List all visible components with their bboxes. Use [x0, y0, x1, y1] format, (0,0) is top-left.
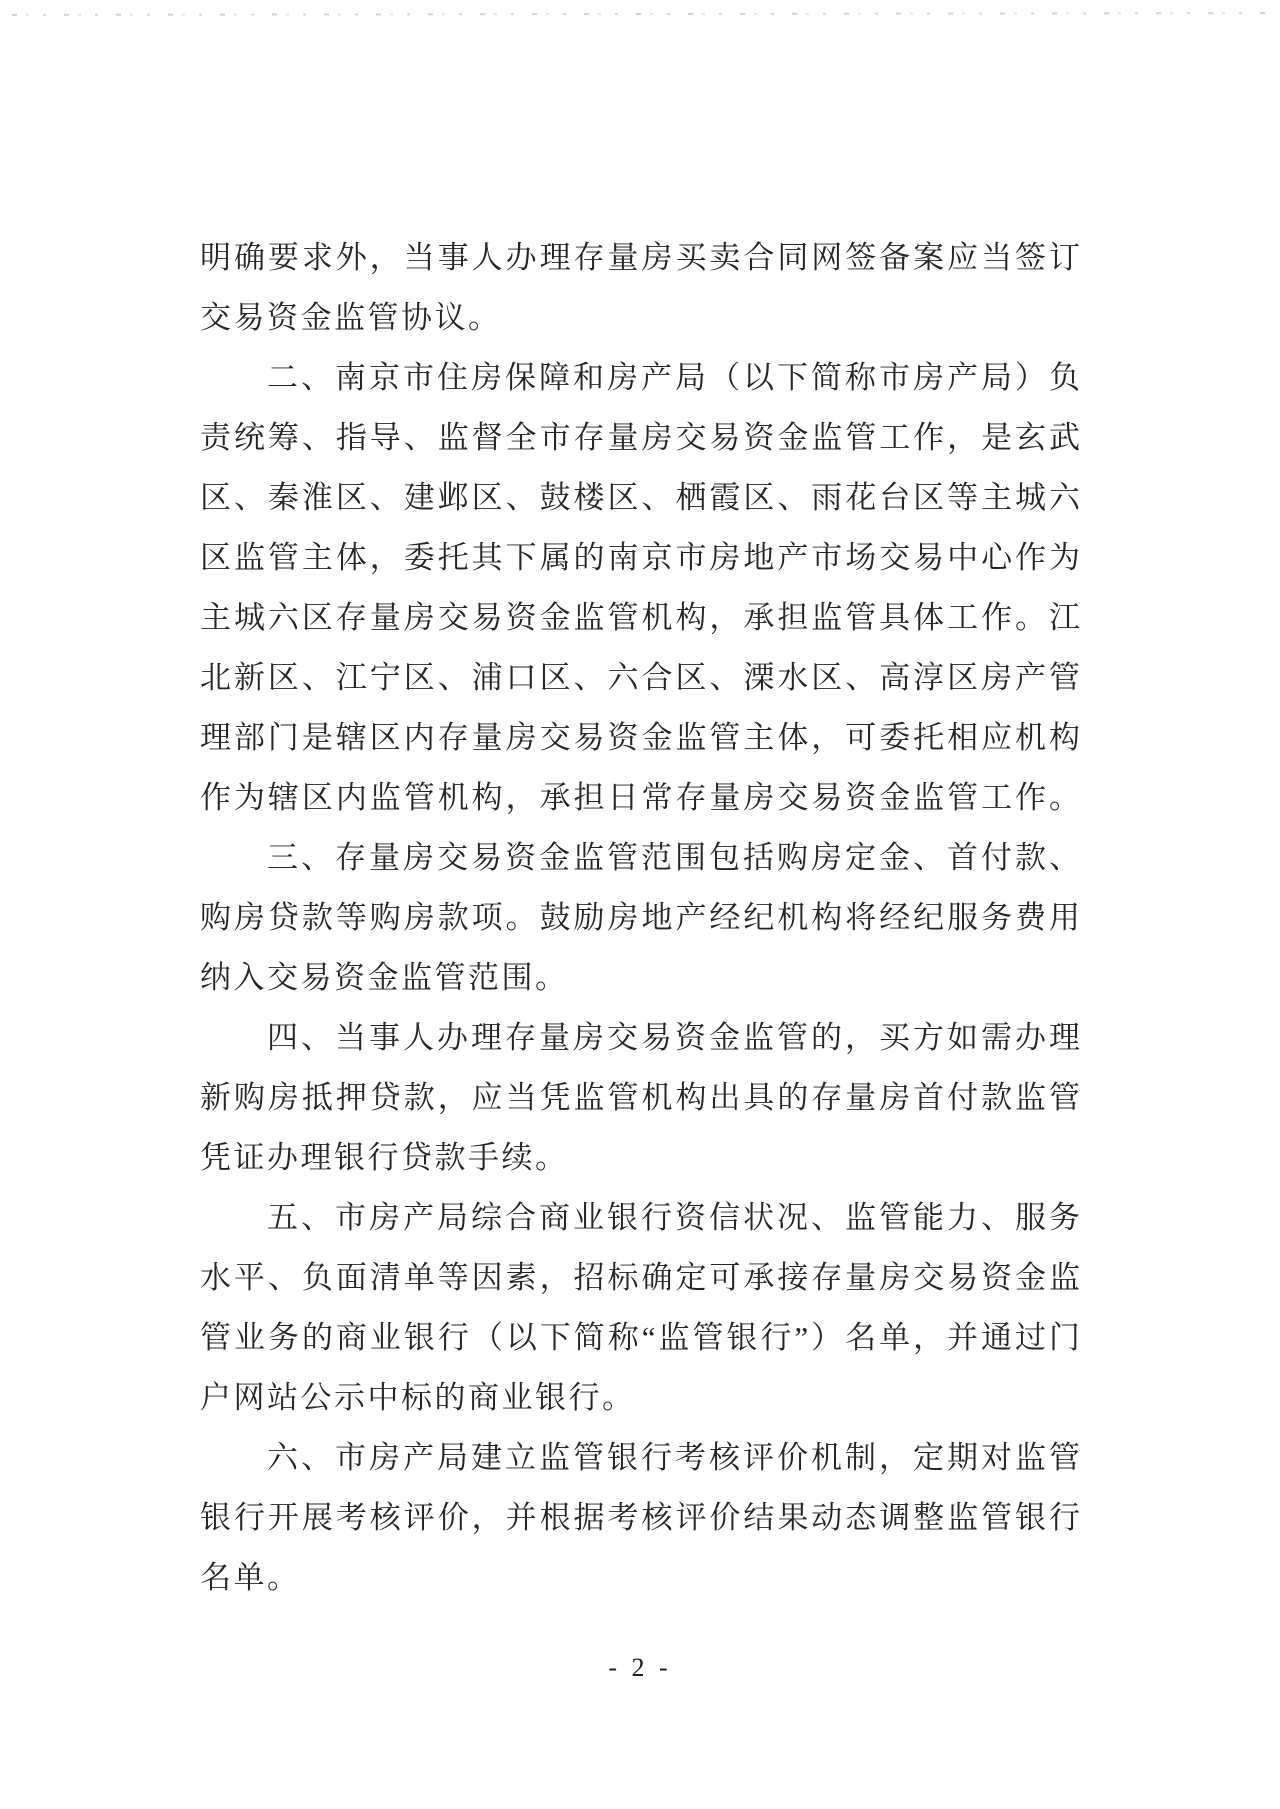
document-line: 购房贷款等购房款项。鼓励房地产经纪机构将经纪服务费用	[200, 900, 1082, 935]
document-line: 区、秦淮区、建邺区、鼓楼区、栖霞区、雨花台区等主城六	[200, 480, 1082, 515]
document-body	[200, 228, 1082, 1608]
document-line: 纳入交易资金监管范围。	[200, 960, 569, 995]
document-line: 新购房抵押贷款，应当凭监管机构出具的存量房首付款监管	[200, 1080, 1082, 1115]
document-line: 北新区、江宁区、浦口区、六合区、溧水区、高淳区房产管	[200, 660, 1082, 695]
page-number: - 2 -	[608, 1653, 672, 1682]
scan-noise-line	[12, 9, 1270, 18]
document-line: 责统筹、指导、监督全市存量房交易资金监管工作，是玄武	[200, 420, 1082, 455]
document-line: 主城六区存量房交易资金监管机构，承担监管具体工作。江	[200, 600, 1082, 635]
document-line: 名单。	[200, 1560, 301, 1595]
document-line: 五、市房产局综合商业银行资信状况、监管能力、服务	[267, 1200, 1082, 1235]
document-line: 区监管主体，委托其下属的南京市房地产市场交易中心作为	[200, 540, 1082, 575]
document-line: 理部门是辖区内存量房交易资金监管主体，可委托相应机构	[200, 720, 1082, 755]
document-line: 水平、负面清单等因素，招标确定可承接存量房交易资金监	[200, 1260, 1082, 1295]
document-line: 户网站公示中标的商业银行。	[200, 1380, 636, 1415]
document-line: 交易资金监管协议。	[200, 300, 502, 335]
document-line: 管业务的商业银行（以下简称“监管银行”）名单，并通过门	[200, 1320, 1082, 1355]
document-line: 二、南京市住房保障和房产局（以下简称市房产局）负	[267, 360, 1082, 395]
document-line: 明确要求外，当事人办理存量房买卖合同网签备案应当签订	[200, 240, 1082, 275]
document-line: 三、存量房交易资金监管范围包括购房定金、首付款、	[267, 840, 1082, 875]
document-line: 银行开展考核评价，并根据考核评价结果动态调整监管银行	[200, 1500, 1082, 1535]
document-line: 作为辖区内监管机构，承担日常存量房交易资金监管工作。	[200, 780, 1082, 815]
document-line: 凭证办理银行贷款手续。	[200, 1140, 569, 1175]
document-line: 六、市房产局建立监管银行考核评价机制，定期对监管	[267, 1440, 1082, 1475]
document-line: 四、当事人办理存量房交易资金监管的，买方如需办理	[267, 1020, 1082, 1055]
